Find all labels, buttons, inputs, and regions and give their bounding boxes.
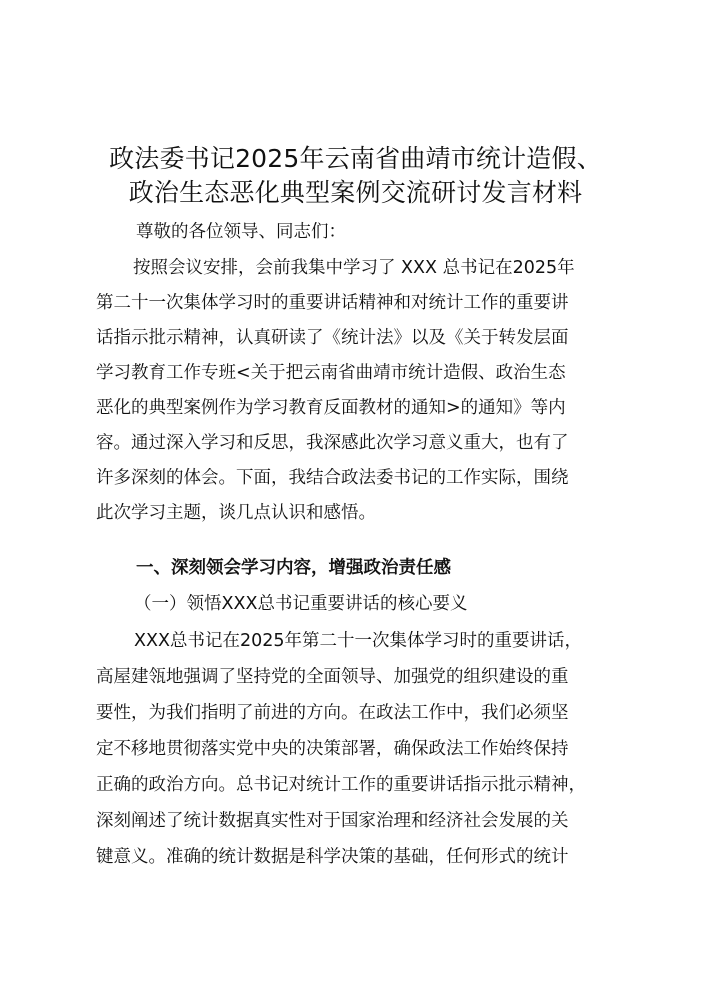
paragraph-line: 定不移地贯彻落实党中央的决策部署，确保政法工作始终保持 <box>96 739 569 759</box>
paragraph-line: 学习教育工作专班<关于把云南省曲靖市统计造假、政治生态 <box>96 363 566 383</box>
subsection-heading-1: （一）领悟XXX总书记重要讲话的核心要义 <box>134 594 468 614</box>
paragraph-line: 键意义。准确的统计数据是科学决策的基础，任何形式的统计 <box>96 847 569 867</box>
salutation: 尊敬的各位领导、同志们： <box>136 222 346 242</box>
paragraph-line: 恶化的典型案例作为学习教育反面教材的通知>的通知》等内 <box>96 398 566 418</box>
document-title-line-1: 政法委书记2025年云南省曲靖市统计造假、 <box>109 144 602 173</box>
paragraph-line: 容。通过深入学习和反思，我深感此次学习意义重大，也有了 <box>96 433 569 453</box>
paragraph-line: 正确的政治方向。总书记对统计工作的重要讲话指示批示精神， <box>96 775 586 795</box>
paragraph-line: 话指示批示精神，认真研读了《统计法》以及《关于转发层面 <box>96 328 569 348</box>
paragraph-line: 高屋建瓴地强调了坚持党的全面领导、加强党的组织建设的重 <box>96 667 569 687</box>
paragraph-line: 此次学习主题，谈几点认识和感悟。 <box>96 503 376 523</box>
paragraph-line: 按照会议安排，会前我集中学习了 XXX 总书记在2025年 <box>133 258 575 278</box>
document-title-line-2: 政治生态恶化典型案例交流研讨发言材料 <box>128 178 583 207</box>
paragraph-line: 许多深刻的体会。下面，我结合政法委书记的工作实际，围绕 <box>96 468 569 488</box>
paragraph-line: 深刻阐述了统计数据真实性对于国家治理和经济社会发展的关 <box>96 811 569 831</box>
paragraph-line: 第二十一次集体学习时的重要讲话精神和对统计工作的重要讲 <box>96 293 569 313</box>
paragraph-line: XXX总书记在2025年第二十一次集体学习时的重要讲话， <box>134 631 583 651</box>
paragraph-line: 要性，为我们指明了前进的方向。在政法工作中，我们必须坚 <box>96 703 569 723</box>
section-heading-1: 一、深刻领会学习内容，增强政治责任感 <box>136 558 451 578</box>
